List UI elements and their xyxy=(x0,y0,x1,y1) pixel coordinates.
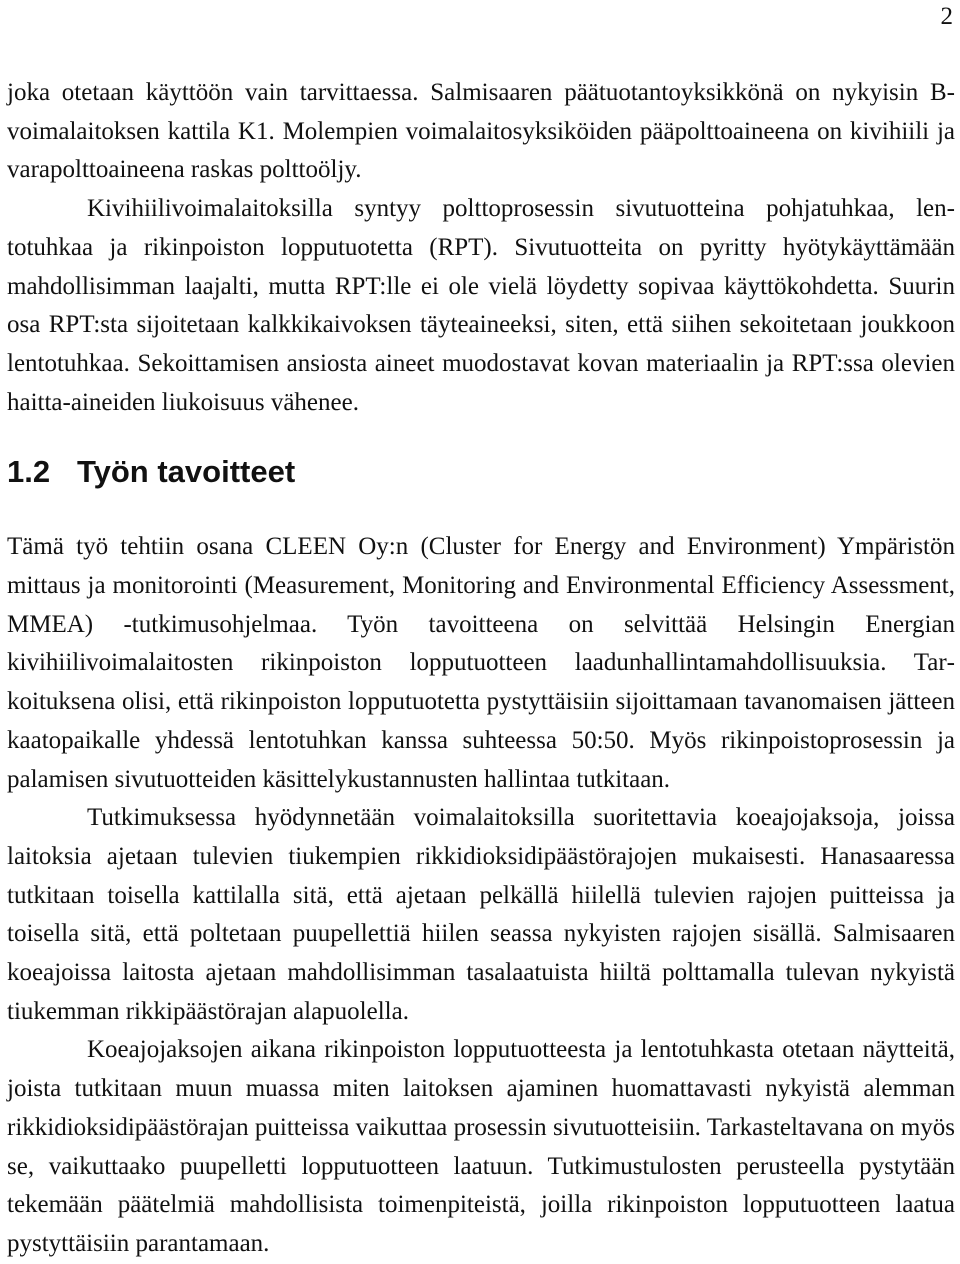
section-heading xyxy=(7,422,955,528)
page-number: 2 xyxy=(940,3,953,30)
section-number: 1.2 xyxy=(7,454,51,490)
document-body xyxy=(7,74,955,1264)
paragraph-plant-units: joka otetaan käyttöön vain tarvittaessa. Salmisaaren päätuotantoyksikkönä on nykyisin B-voimalaitoksen kattila K1. Molempien voimalaitosyksiköiden pääpolttoaineena on kivihiili ja varapolttoaineena raskas polttoöljy. xyxy=(7,79,955,184)
paragraph-byproducts: Kivihiilivoimalaitoksilla syntyy polttoprosessin sivutuotteina pohjatuhkaa, lentotuhkaa ja rikinpoiston lopputuotetta (RPT). Sivutuotteita on pyritty hyötykäyttämään mahdollisimman laajalti, mutta RPT:lle ei ole vielä löydetty sopivaa käyttökohdetta. Suurin osa RPT:sta sijoitetaan kalkkikaivoksen täyteaineeksi, siten, että siihen sekoitetaan joukkoon lentotuhkaa. Sekoittamisen ansiosta aineet muodostavat kovan materiaalin ja RPT:ssa olevien haitta-aineiden liukoisuus vähenee. xyxy=(7,195,955,416)
section-title: Työn tavoitteet xyxy=(77,454,296,490)
paragraph-research-program: Tämä työ tehtiin osana CLEEN Oy:n (Cluster for Energy and Environment) Ympäristön mittaus ja monitorointi (Measurement, Monitoring and Environmental Efficiency Assessment, MMEA) -tutkimusohjelmaa. Työn tavoitteena on selvittää Helsingin Energian kivihiilivoimalaitosten rikinpoiston lopputuotteen laadunhallintamahdollisuuksia. Tarkoituksena olisi, että rikinpoiston lopputuotetta pystyttäisiin sijoittamaan tavanomaisen jätteen kaatopaikalle yhdessä lentotuhkan kanssa suhteessa 50:50. Myös rikinpoistoprosessin ja palamisen sivutuotteiden käsittelykustannusten hallintaa tutkitaan. xyxy=(7,533,955,793)
paragraph-test-runs: Tutkimuksessa hyödynnetään voimalaitoksilla suoritettavia koeajojaksoja, joissa laitoksia ajetaan tulevien tiukempien rikkidioksidipäästörajojen mukaisesti. Hanasaaressa tutkitaan toisella kattilalla sitä, että ajetaan pelkällä hiilellä tulevien rajojen puitteissa ja toisella sitä, että poltetaan puupellettiä hiilen seassa nykyisten rajojen sisällä. Salmisaaren koeajoissa laitosta ajetaan mahdollisimman tasalaatuista hiiltä polttamalla tulevan nykyistä tiukemman rikkipäästörajan alapuolella. xyxy=(7,804,955,1025)
paragraph-sampling: Koeajojaksojen aikana rikinpoiston lopputuotteesta ja lentotuhkasta otetaan näytteitä, joista tutkitaan muun muassa miten laitoksen ajaminen huomattavasti nykyistä alemman rikkidioksidipäästörajan puitteissa vaikuttaa prosessin sivutuotteisiin. Tarkasteltavana on myös se, vaikuttaako puupelletti lopputuotteen laatuun. Tutkimustulosten perusteella pystytään tekemään päätelmiä mahdollisista toimenpiteistä, joilla rikinpoiston lopputuotteen laatua pystyttäisiin parantamaan. xyxy=(7,1036,955,1257)
